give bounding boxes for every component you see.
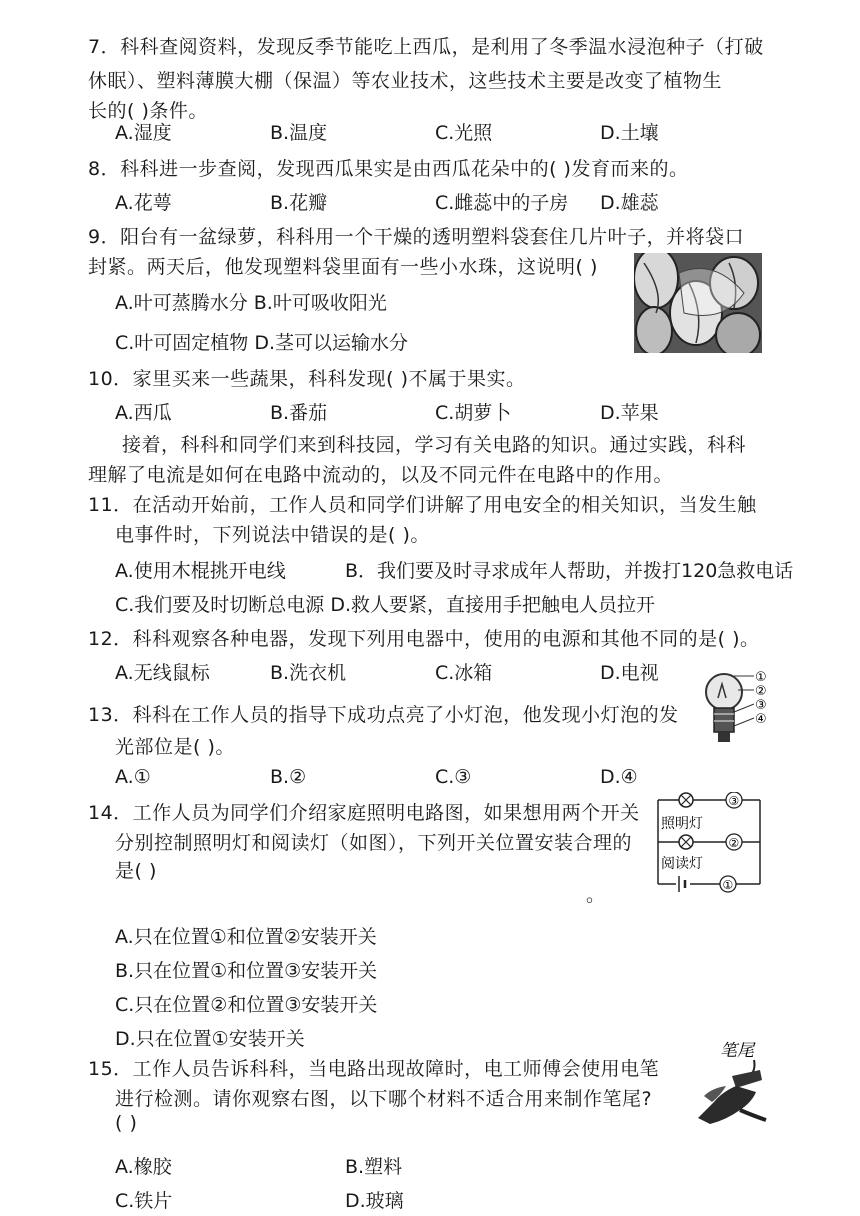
- q15-stem-line1: 15．工作人员告诉科科，当电路出现故障时，电工师傅会使用电笔: [88, 1058, 660, 1080]
- section-intro-line2: 理解了电流是如何在电路中流动的，以及不同元件在电路中的作用。: [88, 464, 674, 486]
- pothos-leaves-figure: [634, 253, 762, 353]
- bulb-label-2: ②: [755, 684, 767, 699]
- circuit-pos-2: ②: [728, 836, 740, 850]
- q14-stem-line1: 14．工作人员为同学们介绍家庭照明电路图，如果想用两个开关: [88, 802, 640, 824]
- q7-option-b[interactable]: B.温度: [270, 122, 328, 144]
- q14-option-a[interactable]: A.只在位置①和位置②安装开关: [115, 926, 377, 948]
- q12-stem: 12．科科观察各种电器，发现下列用电器中，使用的电源和其他不同的是( )。: [88, 628, 760, 650]
- q8-option-a[interactable]: A.花萼: [115, 192, 172, 214]
- q14-stem-line2: 分别控制照明灯和阅读灯（如图），下列开关位置安装合理的: [115, 832, 633, 854]
- q7-option-d[interactable]: D.土壤: [600, 122, 659, 144]
- circuit-lamp1-label: 照明灯: [661, 816, 703, 832]
- q15-option-c[interactable]: C.铁片: [115, 1190, 173, 1212]
- q10-stem: 10．家里买来一些蔬果，科科发现( )不属于果实。: [88, 368, 526, 390]
- q12-option-a[interactable]: A.无线鼠标: [115, 662, 210, 684]
- q12-option-c[interactable]: C.冰箱: [435, 662, 493, 684]
- q8-stem: 8．科科进一步查阅，发现西瓜果实是由西瓜花朵中的( )发育而来的。: [88, 158, 689, 180]
- q15-option-d[interactable]: D.玻璃: [345, 1190, 404, 1212]
- q10-option-c[interactable]: C.胡萝卜: [435, 402, 512, 424]
- q11-option-b[interactable]: B．我们要及时寻求成年人帮助，并拨打120急救电话: [345, 560, 794, 582]
- pen-tail-label: 笔尾: [720, 1041, 754, 1061]
- section-intro-line1: 接着，科科和同学们来到科技园，学习有关电路的知识。通过实践，科科: [122, 434, 747, 456]
- q14-stem-line3: 是( ): [115, 860, 157, 882]
- light-bulb-figure: [700, 668, 772, 750]
- q15-option-a[interactable]: A.橡胶: [115, 1156, 172, 1178]
- bulb-label-3: ③: [755, 698, 767, 713]
- q8-option-d[interactable]: D.雄蕊: [600, 192, 659, 214]
- q15-stem-line3: ( ): [115, 1112, 138, 1134]
- q13-stem-line2: 光部位是( )。: [115, 736, 235, 758]
- q9-options-ab[interactable]: A.叶可蒸腾水分 B.叶可吸收阳光: [115, 292, 387, 314]
- q7-stem-line1: 7．科科查阅资料，发现反季节能吃上西瓜，是利用了冬季温水浸泡种子（打破: [88, 36, 764, 58]
- q7-option-a[interactable]: A.湿度: [115, 122, 172, 144]
- circuit-pos-1: ①: [722, 878, 734, 892]
- bulb-label-1: ①: [755, 670, 767, 685]
- q13-option-d[interactable]: D.④: [600, 766, 638, 788]
- q8-option-c[interactable]: C.雌蕊中的子房: [435, 192, 569, 214]
- q8-option-b[interactable]: B.花瓣: [270, 192, 328, 214]
- q7-stem-line2: 休眠）、塑料薄膜大棚（保温）等农业技术，这些技术主要是改变了植物生: [88, 70, 723, 92]
- q11-options-cd[interactable]: C.我们要及时切断总电源 D.救人要紧，直接用手把触电人员拉开: [115, 594, 656, 616]
- q9-stem-line1: 9．阳台有一盆绿萝，科科用一个干燥的透明塑料袋套住几片叶子，并将袋口: [88, 226, 745, 248]
- circuit-pos-3: ③: [728, 794, 740, 808]
- q10-option-a[interactable]: A.西瓜: [115, 402, 172, 424]
- q12-option-d[interactable]: D.电视: [600, 662, 659, 684]
- bulb-label-4: ④: [755, 712, 767, 727]
- q14-stem-dot: 。: [586, 884, 606, 906]
- q9-stem-line2: 封紧。两天后，他发现塑料袋里面有一些小水珠，这说明( ): [88, 256, 598, 278]
- q11-stem-line1: 11．在活动开始前，工作人员和同学们讲解了用电安全的相关知识，当发生触: [88, 494, 757, 516]
- q14-option-b[interactable]: B.只在位置①和位置③安装开关: [115, 960, 378, 982]
- q13-option-b[interactable]: B.②: [270, 766, 307, 788]
- q11-option-a[interactable]: A.使用木棍挑开电线: [115, 560, 286, 582]
- q13-option-c[interactable]: C.③: [435, 766, 472, 788]
- q12-option-b[interactable]: B.洗衣机: [270, 662, 347, 684]
- q13-stem-line1: 13．科科在工作人员的指导下成功点亮了小灯泡，他发现小灯泡的发: [88, 704, 679, 726]
- q7-option-c[interactable]: C.光照: [435, 122, 493, 144]
- q13-option-a[interactable]: A.①: [115, 766, 151, 788]
- circuit-diagram-figure: [650, 792, 768, 894]
- q15-option-b[interactable]: B.塑料: [345, 1156, 403, 1178]
- q11-stem-line2: 电事件时，下列说法中错误的是( )。: [115, 524, 430, 546]
- q14-option-c[interactable]: C.只在位置②和位置③安装开关: [115, 994, 378, 1016]
- q10-option-b[interactable]: B.番茄: [270, 402, 328, 424]
- test-pen-figure: [692, 1036, 772, 1128]
- circuit-lamp2-label: 阅读灯: [661, 856, 703, 872]
- q15-stem-line2: 进行检测。请你观察右图，以下哪个材料不适合用来制作笔尾?: [115, 1088, 653, 1110]
- q7-stem-line3: 长的( )条件。: [88, 100, 208, 122]
- q10-option-d[interactable]: D.苹果: [600, 402, 659, 424]
- q9-options-cd[interactable]: C.叶可固定植物 D.茎可以运输水分: [115, 332, 409, 354]
- q14-option-d[interactable]: D.只在位置①安装开关: [115, 1028, 305, 1050]
